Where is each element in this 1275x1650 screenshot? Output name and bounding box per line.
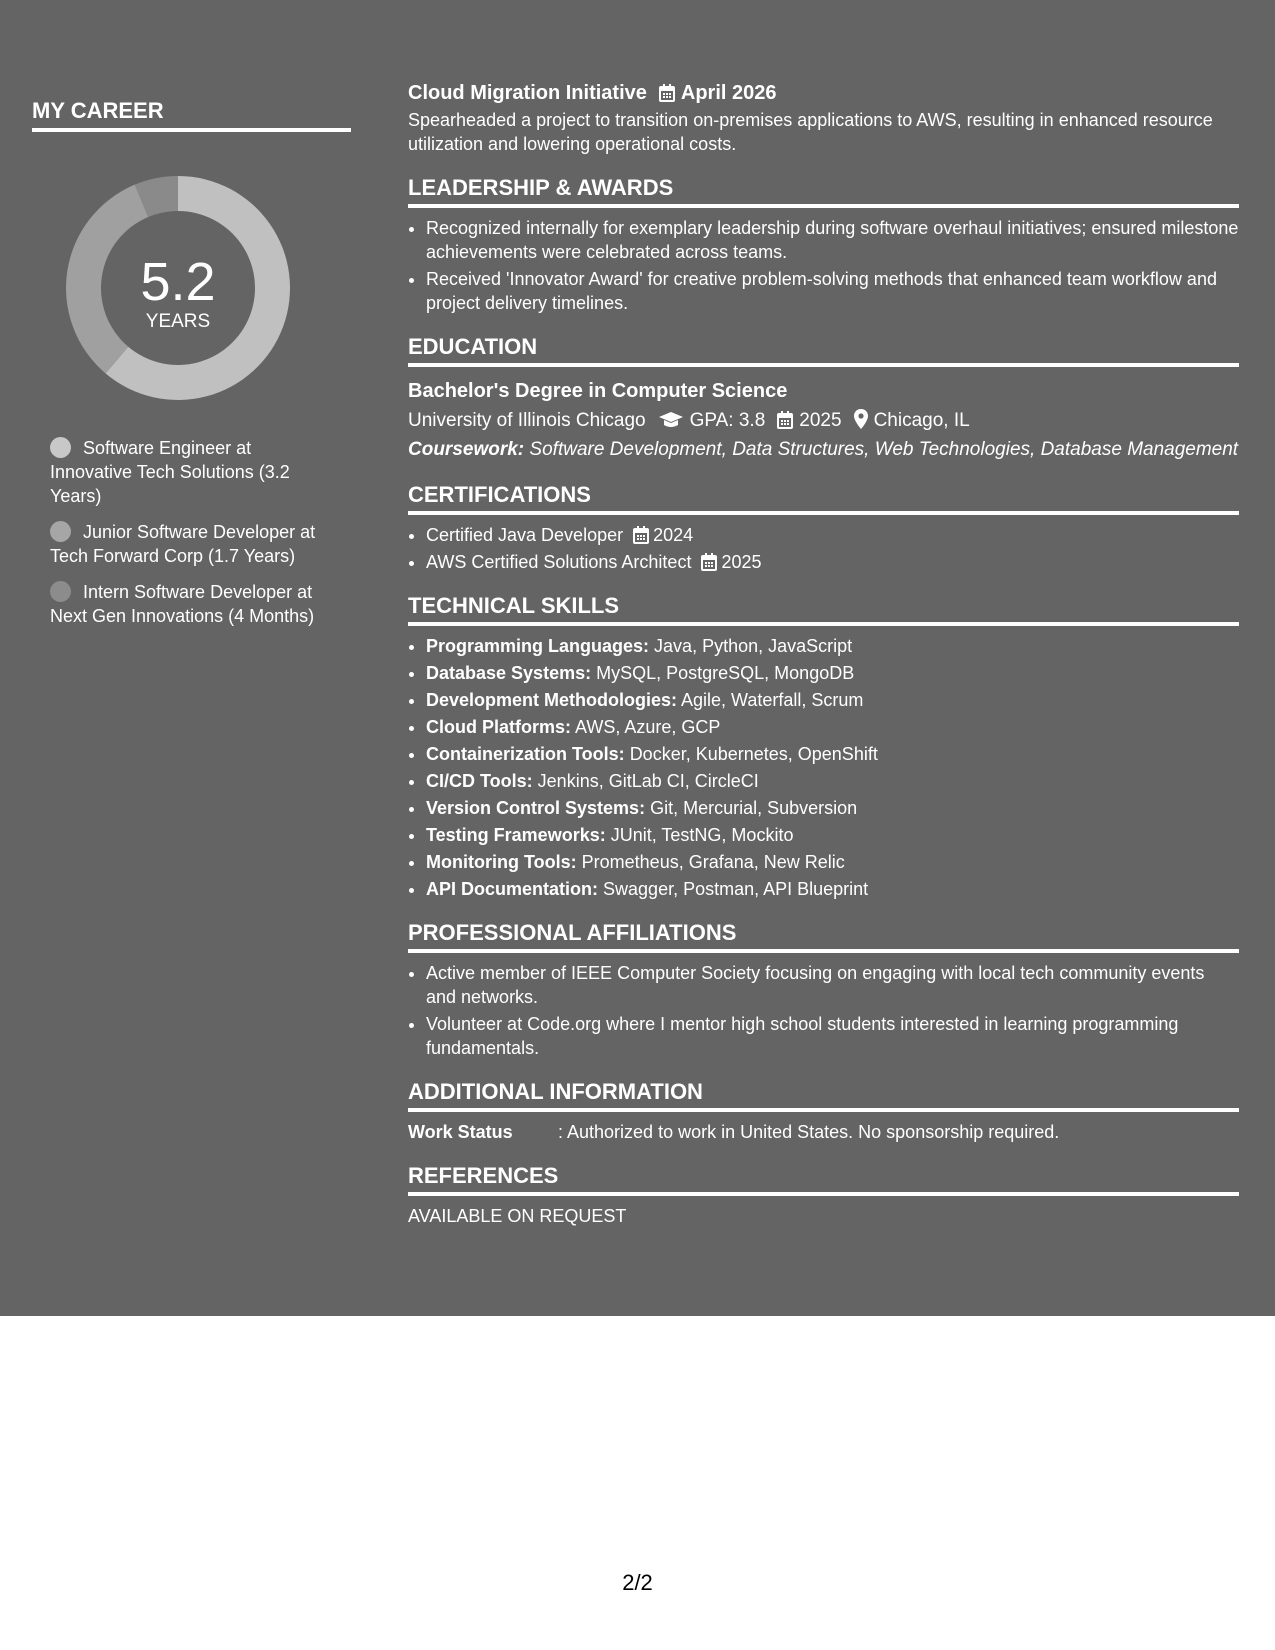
skill-label: Monitoring Tools: <box>426 852 577 872</box>
list-item <box>426 796 1239 820</box>
main-column <box>408 78 1239 1228</box>
skill-label: Containerization Tools: <box>426 744 625 764</box>
certifications-list <box>408 523 1239 574</box>
coursework <box>408 437 1239 463</box>
legend-dot-icon <box>50 581 71 602</box>
project-title: Cloud Migration Initiative <box>408 82 647 104</box>
career-text: Junior Software Developer at Tech Forward Corp (1.7 Years) <box>50 522 316 566</box>
skill-value: Swagger, Postman, API Blueprint <box>603 879 869 899</box>
skill-label: Database Systems: <box>426 663 592 683</box>
gpa: GPA: 3.8 <box>689 410 766 431</box>
list-item <box>426 850 1239 874</box>
school-name: University of Illinois Chicago <box>408 410 646 431</box>
skill-label: Testing Frameworks: <box>426 825 606 845</box>
skill-value: AWS, Azure, GCP <box>575 717 721 737</box>
certification-year: 2025 <box>721 552 762 572</box>
certifications-section <box>408 481 1239 574</box>
affiliations-section <box>408 919 1239 1060</box>
certification-year: 2024 <box>653 525 694 545</box>
coursework-label: Coursework: <box>408 439 525 460</box>
section-title-additional: ADDITIONAL INFORMATION <box>408 1078 1239 1112</box>
skill-label: Version Control Systems: <box>426 798 646 818</box>
list-item <box>426 715 1239 739</box>
list-item <box>426 769 1239 793</box>
skills-section <box>408 592 1239 901</box>
page-number: 2/2 <box>622 1570 653 1595</box>
affiliations-list <box>408 961 1239 1060</box>
skill-value: Agile, Waterfall, Scrum <box>681 690 864 710</box>
skill-label: Cloud Platforms: <box>426 717 572 737</box>
list-item <box>426 550 1239 574</box>
section-title-leadership: LEADERSHIP & AWARDS <box>408 174 1239 208</box>
list-item: • Volunteer at Code.org where I mentor high school students interested in learning programming fundamentals. <box>426 1012 1239 1060</box>
career-text: Intern Software Developer at Next Gen Innovations (4 Months) <box>50 582 315 626</box>
donut-unit: YEARS <box>145 311 211 332</box>
graduation-year: 2025 <box>799 410 842 431</box>
references-section <box>408 1162 1239 1228</box>
career-text: Software Engineer at Innovative Tech Solutions (3.2 Years) <box>50 438 290 506</box>
project-date <box>659 82 777 104</box>
graduation-cap-icon <box>658 411 684 429</box>
section-title-references: REFERENCES <box>408 1162 1239 1196</box>
skill-value: MySQL, PostgreSQL, MongoDB <box>596 663 855 683</box>
skill-value: JUnit, TestNG, Mockito <box>610 825 794 845</box>
calendar-icon <box>633 526 649 544</box>
sidebar-title: MY CAREER <box>32 98 351 132</box>
skill-value: Jenkins, GitLab CI, CircleCI <box>537 771 759 791</box>
project-header <box>408 78 1239 108</box>
calendar-icon <box>701 553 717 571</box>
legend-dot-icon <box>50 437 71 458</box>
coursework-list: Software Development, Data Structures, Web Technologies, Database Management <box>529 439 1239 460</box>
school-location: Chicago, IL <box>873 410 970 431</box>
work-status-row <box>408 1120 1239 1144</box>
skill-value: Prometheus, Grafana, New Relic <box>581 852 845 872</box>
education-section <box>408 333 1239 463</box>
career-legend <box>50 436 335 640</box>
list-item: • Received 'Innovator Award' for creative problem-solving methods that enhanced team workflow and project delivery timelines. <box>426 267 1239 315</box>
skill-label: Development Methodologies: <box>426 690 678 710</box>
additional-info-section <box>408 1078 1239 1144</box>
degree-title: Bachelor's Degree in Computer Science <box>408 380 788 402</box>
list-item <box>426 634 1239 658</box>
skills-list <box>408 634 1239 901</box>
education-details <box>408 407 1239 435</box>
work-status-label: Work Status <box>408 1122 513 1142</box>
career-donut-chart <box>66 176 290 400</box>
calendar-icon <box>659 84 675 102</box>
project-description: Spearheaded a project to transition on-premises applications to AWS, resulting in enhanced resource utilization and lowering operational costs. <box>408 110 1213 154</box>
section-title-certifications: CERTIFICATIONS <box>408 481 1239 515</box>
list-item: • Recognized internally for exemplary leadership during software overhaul initiatives; ensured milestone achievements were celebrated across teams. <box>426 216 1239 264</box>
references-text: AVAILABLE ON REQUEST <box>408 1206 627 1226</box>
calendar-icon <box>777 411 793 429</box>
list-item <box>426 523 1239 547</box>
legend-dot-icon <box>50 521 71 542</box>
certification-name: AWS Certified Solutions Architect <box>426 552 692 572</box>
list-item <box>426 661 1239 685</box>
skill-value: Java, Python, JavaScript <box>654 636 853 656</box>
location-pin-icon <box>854 409 868 429</box>
leadership-section <box>408 174 1239 315</box>
skill-value: Docker, Kubernetes, OpenShift <box>629 744 878 764</box>
sidebar <box>32 98 351 626</box>
skill-value: Git, Mercurial, Subversion <box>650 798 858 818</box>
skill-label: CI/CD Tools: <box>426 771 533 791</box>
certification-name: Certified Java Developer <box>426 525 624 545</box>
career-item <box>50 436 335 508</box>
section-title-education: EDUCATION <box>408 333 1239 367</box>
list-item <box>426 877 1239 901</box>
list-item <box>426 688 1239 712</box>
leadership-list <box>408 216 1239 315</box>
skill-label: API Documentation: <box>426 879 599 899</box>
work-status-value: : Authorized to work in United States. No sponsorship required. <box>558 1122 1060 1142</box>
project-date-text: April 2026 <box>680 82 777 104</box>
donut-value: 5.2 <box>140 252 216 312</box>
list-item <box>426 742 1239 766</box>
section-title-affiliations: PROFESSIONAL AFFILIATIONS <box>408 919 1239 953</box>
list-item: • Active member of IEEE Computer Society focusing on engaging with local tech community events and networks. <box>426 961 1239 1009</box>
list-item <box>426 823 1239 847</box>
skill-label: Programming Languages: <box>426 636 650 656</box>
section-title-skills: TECHNICAL SKILLS <box>408 592 1239 626</box>
donut-segment <box>66 185 148 374</box>
career-item <box>50 580 335 628</box>
career-item <box>50 520 335 568</box>
project-entry <box>408 78 1239 156</box>
